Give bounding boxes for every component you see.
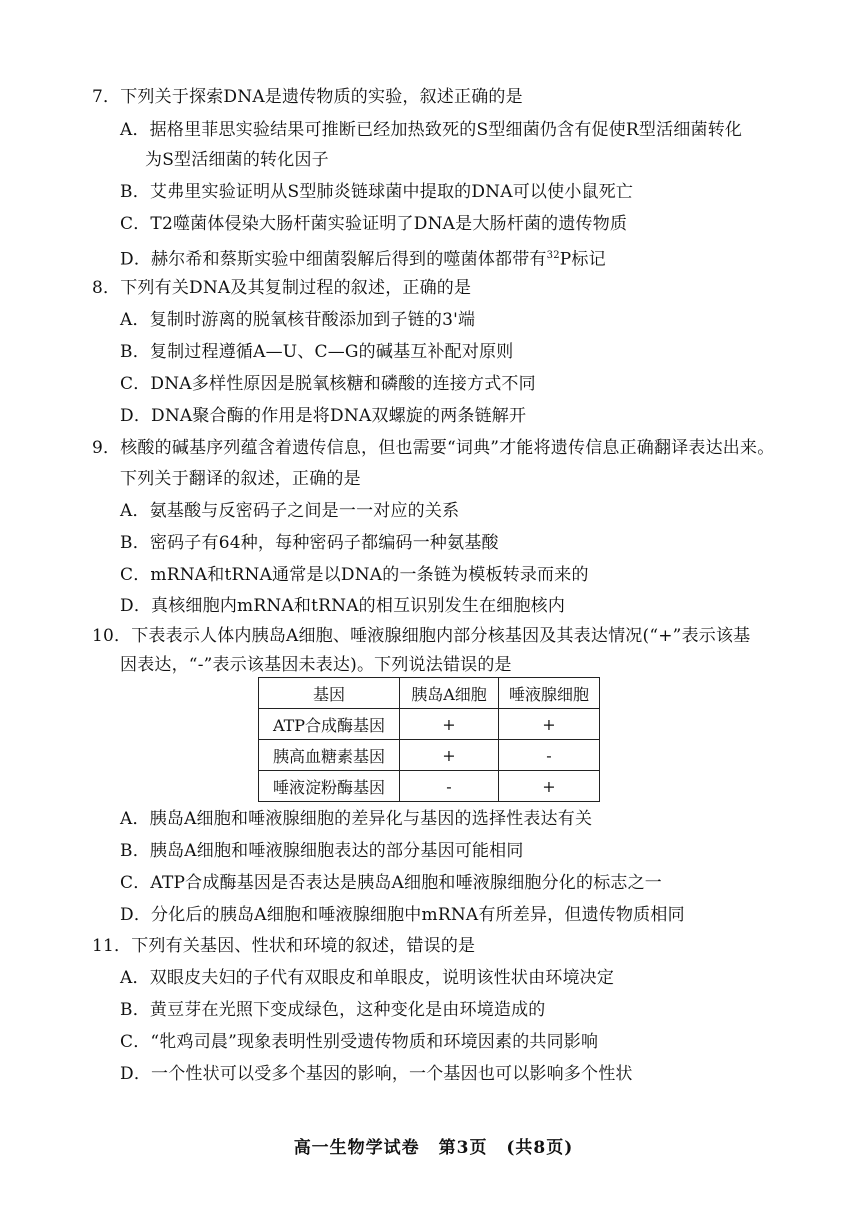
page-footer bbox=[0, 1133, 867, 1158]
q10-option-c: C．ATP合成酶基因是否表达是胰岛A细胞和唾液腺细胞分化的标志之一 bbox=[120, 873, 663, 893]
gene-expression-table bbox=[258, 677, 600, 802]
q11-option-a: A．双眼皮夫妇的子代有双眼皮和单眼皮，说明该性状由环境决定 bbox=[120, 968, 615, 988]
table-row bbox=[259, 709, 600, 740]
footer-page-total: (共8页) bbox=[506, 1138, 574, 1158]
q10-stem: 10．下表表示人体内胰岛A细胞、唾液腺细胞内部分核基因及其表达情况(“+”表示该基 bbox=[92, 626, 751, 646]
q9-stem: 9．核酸的碱基序列蕴含着遗传信息，但也需要“词典”才能将遗传信息正确翻译表达出来。 bbox=[92, 438, 775, 458]
table-cell: + bbox=[499, 771, 600, 802]
table-cell: + bbox=[499, 709, 600, 740]
table-cell: + bbox=[400, 740, 499, 771]
q10-option-d: D．分化后的胰岛A细胞和唾液腺细胞中mRNA有所差异，但遗传物质相同 bbox=[120, 905, 685, 925]
q7-option-c: C．T2噬菌体侵染大肠杆菌实验证明了DNA是大肠杆菌的遗传物质 bbox=[120, 214, 628, 234]
q7-option-a-cont: 为S型活细菌的转化因子 bbox=[145, 150, 329, 170]
table-row bbox=[259, 740, 600, 771]
q9-stem-cont: 下列关于翻译的叙述，正确的是 bbox=[120, 469, 361, 489]
q11-option-b: B．黄豆芽在光照下变成绿色，这种变化是由环境造成的 bbox=[120, 1000, 546, 1020]
q8-stem: 8．下列有关DNA及其复制过程的叙述，正确的是 bbox=[92, 278, 472, 298]
table-header-cell: 唾液腺细胞 bbox=[499, 678, 600, 709]
q9-option-c: C．mRNA和tRNA通常是以DNA的一条链为模板转录而来的 bbox=[120, 565, 589, 585]
q11-option-c: C．“牝鸡司晨”现象表明性别受遗传物质和环境因素的共同影响 bbox=[120, 1032, 599, 1052]
q8-option-c: C．DNA多样性原因是脱氧核糖和磷酸的连接方式不同 bbox=[120, 374, 536, 394]
table-cell: - bbox=[499, 740, 600, 771]
q10-option-a: A．胰岛A细胞和唾液腺细胞的差异化与基因的选择性表达有关 bbox=[120, 809, 593, 829]
q10-option-b: B．胰岛A细胞和唾液腺细胞表达的部分基因可能相同 bbox=[120, 841, 524, 861]
table-cell: 胰高血糖素基因 bbox=[259, 740, 400, 771]
table-cell: + bbox=[400, 709, 499, 740]
q9-option-a: A．氨基酸与反密码子之间是一一对应的关系 bbox=[120, 501, 460, 521]
q8-option-a: A．复制时游离的脱氧核苷酸添加到子链的3'端 bbox=[120, 310, 476, 330]
footer-page-number: 第3页 bbox=[438, 1138, 488, 1158]
q7-option-b: B．艾弗里实验证明从S型肺炎链球菌中提取的DNA可以使小鼠死亡 bbox=[120, 182, 634, 202]
table-cell: - bbox=[400, 771, 499, 802]
table-row bbox=[259, 771, 600, 802]
q9-option-d: D．真核细胞内mRNA和tRNA的相互识别发生在细胞核内 bbox=[120, 596, 566, 616]
q11-stem: 11．下列有关基因、性状和环境的叙述，错误的是 bbox=[92, 936, 476, 956]
footer-title: 高一生物学试卷 bbox=[293, 1138, 420, 1158]
q10-stem-cont: 因表达，“-”表示该基因未表达)。下列说法错误的是 bbox=[120, 655, 512, 675]
q11-option-d: D．一个性状可以受多个基因的影响，一个基因也可以影响多个性状 bbox=[120, 1064, 633, 1084]
q7-stem: 7．下列关于探索DNA是遗传物质的实验，叙述正确的是 bbox=[92, 87, 523, 107]
q7-option-d: D．赫尔希和蔡斯实验中细菌裂解后得到的噬菌体都带有$^{32}$P标记 bbox=[120, 249, 606, 270]
q8-option-b: B．复制过程遵循A—U、C—G的碱基互补配对原则 bbox=[120, 342, 514, 362]
table-header-cell: 胰岛A细胞 bbox=[400, 678, 499, 709]
table-cell: 唾液淀粉酶基因 bbox=[259, 771, 400, 802]
q8-option-d: D．DNA聚合酶的作用是将DNA双螺旋的两条链解开 bbox=[120, 406, 527, 426]
q7-option-a: A．据格里菲思实验结果可推断已经加热致死的S型细菌仍含有促使R型活细菌转化 bbox=[120, 120, 743, 140]
table-header-cell: 基因 bbox=[259, 678, 400, 709]
q9-option-b: B．密码子有64种，每种密码子都编码一种氨基酸 bbox=[120, 533, 499, 553]
table-header-row bbox=[259, 678, 600, 709]
table-cell: ATP合成酶基因 bbox=[259, 709, 400, 740]
